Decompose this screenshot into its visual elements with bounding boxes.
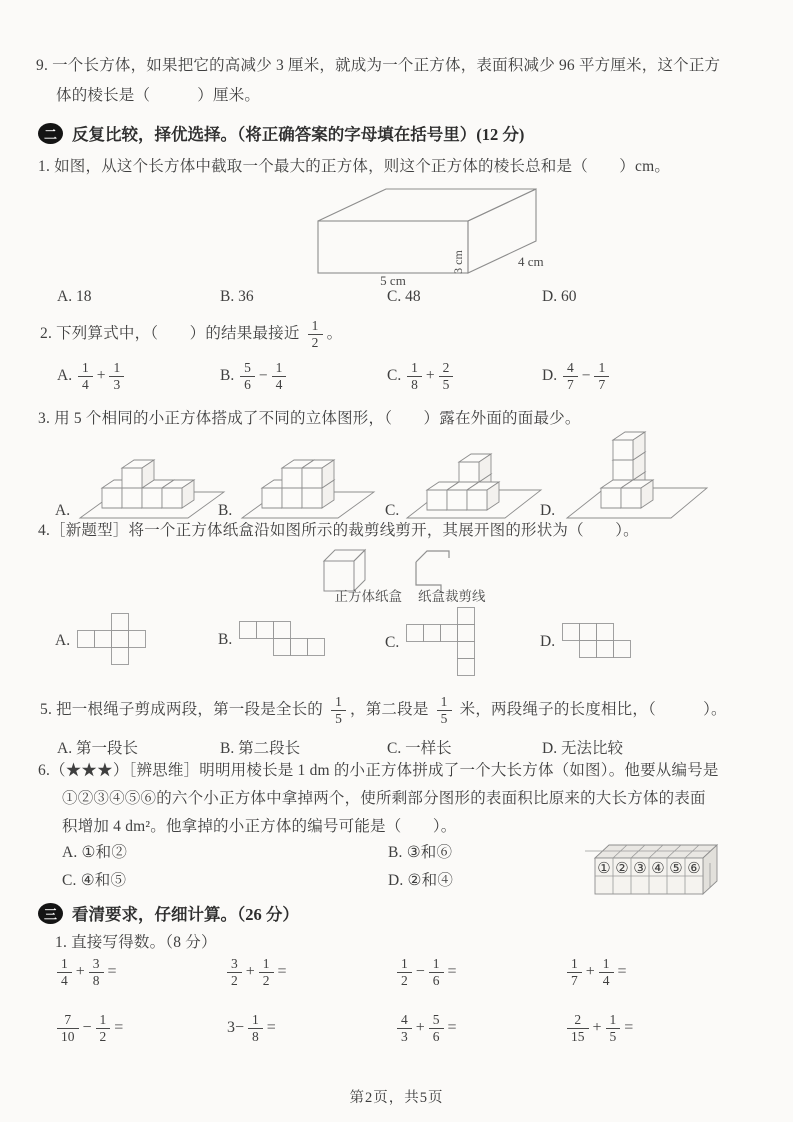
mc6-option-c: C. ④和⑤ — [62, 872, 127, 889]
prism-cube-2: ② — [615, 861, 629, 877]
mc6-option-b: B. ③和⑥ — [388, 844, 453, 861]
mc4-label-b: B. — [218, 631, 233, 648]
calc-expr-5: $\frac{7}{10}$ − $\frac{1}{2}$ = — [55, 1012, 225, 1044]
mc4-caption-cutline: 纸盒裁剪线 — [418, 589, 486, 604]
net-figure-b — [238, 620, 329, 660]
mc3-label-c: C. — [385, 502, 400, 519]
net-figure-c — [405, 606, 479, 680]
mc4-captions — [300, 585, 520, 605]
mc5-options — [0, 736, 793, 758]
calc-title: 1. 直接写得数。（8 分） — [55, 934, 217, 951]
mc3-question: 3. 用 5 个相同的小正方体搭成了不同的立体图形，（ ）露在外面的面最少。 — [38, 410, 581, 427]
calc-expr-1: $\frac{1}{4}$ + $\frac{3}{8}$ = — [55, 956, 225, 988]
section-3-badge: 三 — [38, 903, 63, 924]
mc1-option-d: D. 60 — [542, 288, 577, 305]
calc-expr-2: $\frac{3}{2}$ + $\frac{1}{2}$ = — [225, 956, 395, 988]
mc4-option-d-figure — [540, 622, 635, 662]
question-9-line2: 体的棱长是（ ）厘米。 — [56, 87, 261, 104]
mc4-option-b-figure — [218, 620, 329, 660]
mc6-option-d: D. ②和④ — [388, 872, 454, 889]
prism-cube-4: ④ — [651, 861, 665, 877]
mc5-question: 5. 把一根绳子剪成两段，第一段是全长的 $\frac{1}{5}$ ，第二段是 $\frac{1}{5}$ 米，两段绳子的长度相比，（ ）。 — [40, 694, 727, 726]
calc-row-2 — [55, 1012, 755, 1044]
calc-row-1 — [55, 956, 755, 988]
mc3-option-c-figure — [385, 432, 545, 520]
rect-prism-diagram — [300, 183, 590, 286]
mc2-question: 2. 下列算式中，（ ）的结果最接近 $\frac{1}{2}$ 。 — [40, 318, 343, 350]
mc4-label-a: A. — [55, 631, 71, 649]
calc-expr-7: $\frac{4}{3}$ + $\frac{5}{6}$ = — [395, 1012, 565, 1044]
mc6-question-line2: ①②③④⑤⑥的六个小正方体中拿掉两个，使所剩部分图形的表面积比原来的大长方体的表面 — [62, 790, 706, 807]
mc2-option-d: D. $\frac{4}{7}$ − $\frac{1}{7}$ — [542, 360, 793, 392]
mc4-option-a-figure — [55, 612, 150, 669]
mc3-label-b: B. — [218, 502, 233, 519]
mc6-option-a: A. ①和② — [62, 844, 128, 861]
section-2-title: 反复比较，择优选择。（将正确答案的字母填在括号里）(12 分) — [72, 125, 525, 144]
box-height-label: 3 cm — [451, 250, 465, 274]
calc-expr-4: $\frac{1}{7}$ + $\frac{1}{4}$ = — [565, 956, 755, 988]
section-3-header — [38, 901, 299, 925]
mc4-option-c-figure — [385, 606, 479, 680]
prism-cube-5: ⑤ — [669, 861, 683, 877]
mc1-options — [0, 288, 793, 306]
mc6-question-line1: 6.（★★★）［辨思维］明明用棱长是 1 dm 的小正方体拼成了一个大长方体（如图）。他要从编号是 — [38, 762, 719, 779]
prism-cube-3: ③ — [633, 861, 647, 877]
box-width-label: 5 cm — [380, 273, 406, 286]
page-footer: 第2页，共5页 — [349, 1090, 444, 1106]
mc3-label-d: D. — [540, 502, 556, 519]
mc5-option-d: D. 无法比较 — [542, 740, 623, 757]
mc5-option-a: A. 第一段长 — [57, 740, 138, 757]
mc3-option-d-figure — [540, 424, 711, 520]
mc2-options — [0, 360, 793, 392]
section-2-badge: 二 — [38, 123, 63, 144]
mc1-option-b: B. 36 — [220, 288, 254, 305]
numbered-prism-diagram — [585, 836, 725, 900]
calc-expr-8: $\frac{2}{15}$ + $\frac{1}{5}$ = — [565, 1012, 755, 1044]
mc6-prism-figure — [585, 836, 725, 900]
mc1-question: 1. 如图，从这个长方体中截取一个最大的正方体，则这个正方体的棱长总和是（ ）cm。 — [38, 158, 671, 175]
cube-figure-a — [76, 432, 228, 520]
calc-expr-6: 3− $\frac{1}{8}$ = — [227, 1012, 276, 1044]
mc3-label-a: A. — [55, 502, 71, 519]
mc1-option-c: C. 48 — [387, 288, 421, 305]
mc5-option-c: C. 一样长 — [387, 740, 452, 757]
calc-expr-3: $\frac{1}{2}$ − $\frac{1}{6}$ = — [395, 956, 565, 988]
mc1-box-diagram — [300, 183, 590, 286]
prism-cube-6: ⑥ — [687, 861, 701, 877]
mc4-question: 4.［新题型］将一个正方体纸盒沿如图所示的裁剪线剪开，其展开图的形状为（ ）。 — [38, 522, 639, 539]
mc4-label-d: D. — [540, 633, 556, 650]
prism-cube-1: ① — [597, 861, 611, 877]
mc3-option-a-figure — [55, 432, 228, 520]
net-figure-a — [76, 612, 150, 669]
mc5-option-b: B. 第二段长 — [220, 740, 301, 757]
mc1-option-a: A. 18 — [57, 288, 92, 305]
question-9-line1: 9. 一个长方体，如果把它的高减少 3 厘米，就成为一个正方体，表面积减少 96 平方厘米，这个正方 — [36, 57, 721, 74]
cube-figure-b — [238, 432, 378, 520]
cube-figure-d — [561, 424, 711, 520]
mc2-option-c: C. $\frac{1}{8}$ + $\frac{2}{5}$ — [387, 360, 542, 392]
mc2-option-b: B. $\frac{5}{6}$ − $\frac{1}{4}$ — [220, 360, 387, 392]
section-2-header — [38, 121, 524, 145]
mc4-caption-box: 正方体纸盒 — [334, 589, 402, 604]
net-figure-d — [561, 622, 635, 662]
cube-figure-c — [405, 432, 545, 520]
box-depth-label: 4 cm — [518, 254, 544, 269]
mc6-question-line3: 积增加 4 dm²。他拿掉的小正方体的编号可能是（ ）。 — [62, 818, 457, 835]
mc2-option-a: A. $\frac{1}{4}$ + $\frac{1}{3}$ — [57, 360, 220, 392]
mc3-option-b-figure — [218, 432, 378, 520]
mc4-label-c: C. — [385, 634, 400, 651]
section-3-title: 看清要求，仔细计算。（26 分） — [72, 905, 299, 924]
